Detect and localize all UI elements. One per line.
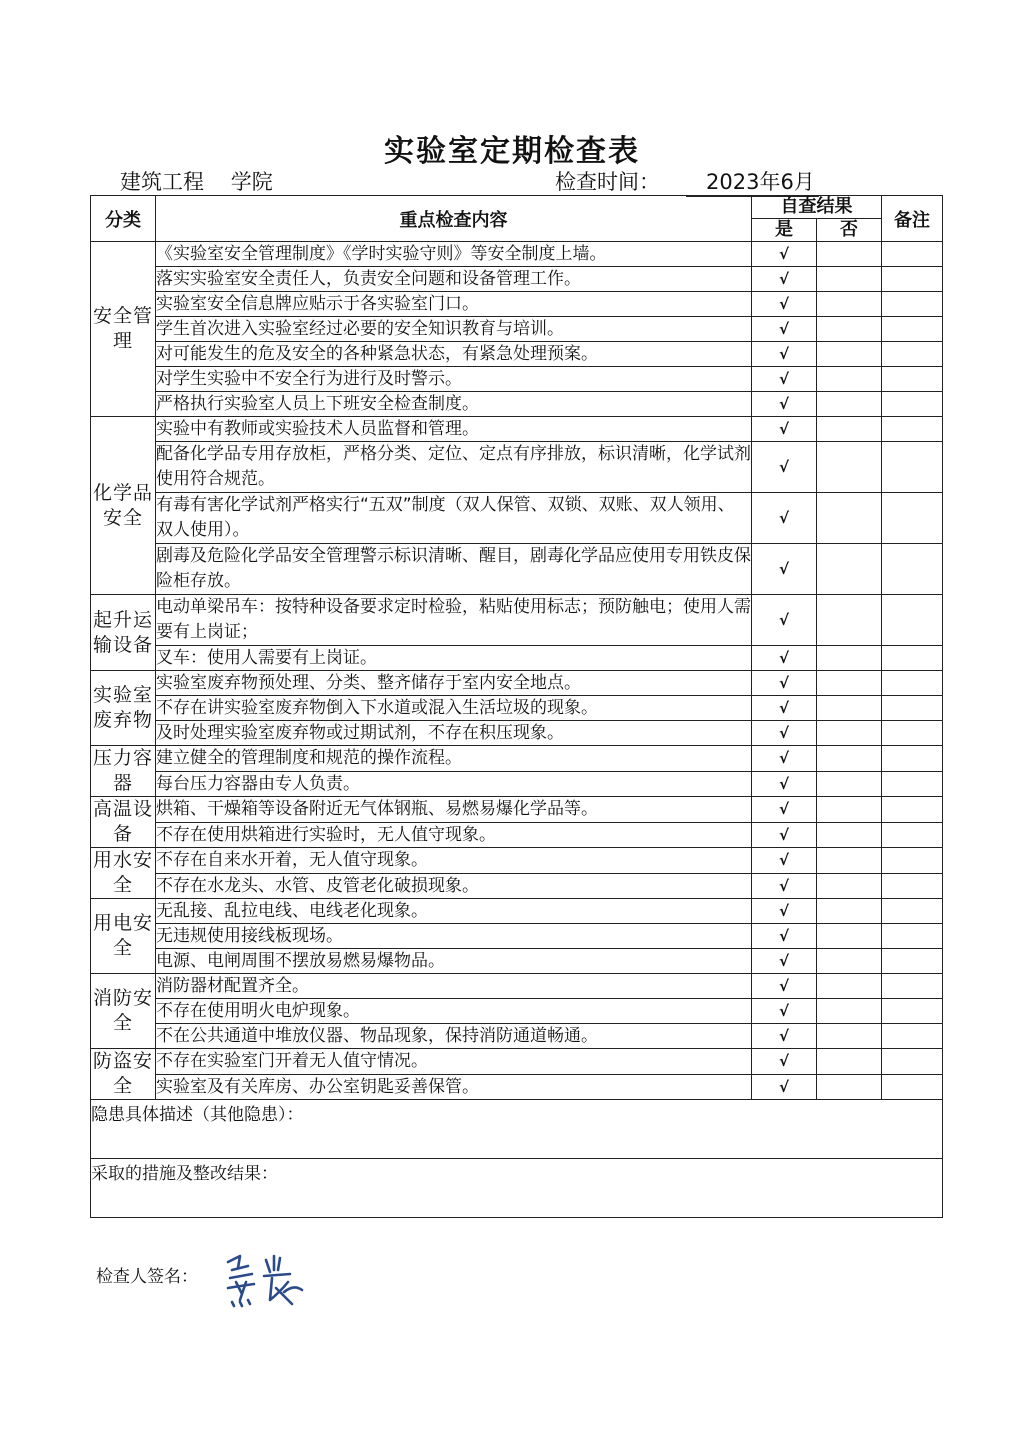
header-content: 重点检查内容 — [156, 196, 752, 242]
table-row — [91, 242, 943, 267]
table-row — [91, 873, 943, 899]
handwritten-signature — [222, 1248, 312, 1312]
note-cell[interactable] — [882, 367, 943, 392]
table-row — [91, 646, 943, 671]
note-cell[interactable] — [882, 797, 943, 823]
no-cell[interactable] — [817, 417, 882, 442]
note-cell[interactable] — [882, 646, 943, 671]
no-cell[interactable] — [817, 317, 882, 342]
check-item: 不存在使用明火电炉现象。 — [156, 999, 752, 1024]
measures-field[interactable] — [91, 1159, 943, 1218]
note-cell[interactable] — [882, 974, 943, 999]
check-mark: √ — [752, 771, 817, 797]
note-cell[interactable] — [882, 899, 943, 924]
check-mark: √ — [752, 848, 817, 874]
check-mark: √ — [752, 242, 817, 267]
check-item: 不存在使用烘箱进行实验时，无人值守现象。 — [156, 822, 752, 848]
check-mark: √ — [752, 696, 817, 721]
check-item: 每台压力容器由专人负责。 — [156, 771, 752, 797]
no-cell[interactable] — [817, 974, 882, 999]
category-cell: 化学品安全 — [91, 417, 156, 595]
no-cell[interactable] — [817, 1024, 882, 1049]
table-row — [91, 899, 943, 924]
check-mark: √ — [752, 974, 817, 999]
header-result: 自查结果 — [752, 196, 882, 219]
table-row — [91, 848, 943, 874]
check-mark: √ — [752, 544, 817, 595]
note-cell[interactable] — [882, 317, 943, 342]
table-row — [91, 367, 943, 392]
check-item: 学生首次进入实验室经过必要的安全知识教育与培训。 — [156, 317, 752, 342]
check-item: 电动单梁吊车：按特种设备要求定时检验，粘贴使用标志；预防触电；使用人需要有上岗证； — [156, 595, 752, 646]
no-cell[interactable] — [817, 848, 882, 874]
category-cell: 用电安全 — [91, 899, 156, 974]
category-cell: 压力容器 — [91, 746, 156, 797]
note-cell[interactable] — [882, 267, 943, 292]
check-mark: √ — [752, 873, 817, 899]
category-cell: 安全管理 — [91, 242, 156, 417]
check-mark: √ — [752, 1024, 817, 1049]
check-mark: √ — [752, 999, 817, 1024]
note-cell[interactable] — [882, 873, 943, 899]
table-row — [91, 267, 943, 292]
check-item: 不在公共通道中堆放仪器、物品现象，保持消防通道畅通。 — [156, 1024, 752, 1049]
note-cell[interactable] — [882, 721, 943, 746]
check-mark: √ — [752, 822, 817, 848]
no-cell[interactable] — [817, 342, 882, 367]
no-cell[interactable] — [817, 999, 882, 1024]
check-item: 实验中有教师或实验技术人员监督和管理。 — [156, 417, 752, 442]
no-cell[interactable] — [817, 292, 882, 317]
check-item: 实验室及有关库房、办公室钥匙妥善保管。 — [156, 1074, 752, 1100]
no-cell[interactable] — [817, 442, 882, 493]
note-cell[interactable] — [882, 442, 943, 493]
header-category: 分类 — [91, 196, 156, 242]
note-cell[interactable] — [882, 949, 943, 974]
note-cell[interactable] — [882, 924, 943, 949]
check-item: 对可能发生的危及安全的各种紧急状态，有紧急处理预案。 — [156, 342, 752, 367]
check-mark: √ — [752, 746, 817, 772]
check-item: 不存在水龙头、水管、皮管老化破损现象。 — [156, 873, 752, 899]
table-row — [91, 797, 943, 823]
check-item: 不存在实验室门开着无人值守情况。 — [156, 1049, 752, 1075]
measures-label: 采取的措施及整改结果： — [91, 1164, 278, 1184]
check-item: 实验室安全信息牌应贴示于各实验室门口。 — [156, 292, 752, 317]
check-item: 建立健全的管理制度和规范的操作流程。 — [156, 746, 752, 772]
header-no: 否 — [817, 219, 882, 242]
check-mark: √ — [752, 367, 817, 392]
no-cell[interactable] — [817, 771, 882, 797]
hazard-label: 隐患具体描述（其他隐患）： — [91, 1105, 304, 1125]
check-mark: √ — [752, 442, 817, 493]
measures-row — [91, 1159, 943, 1218]
check-item: 电源、电闸周围不摆放易燃易爆物品。 — [156, 949, 752, 974]
check-item: 无违规使用接线板现场。 — [156, 924, 752, 949]
check-mark: √ — [752, 493, 817, 544]
note-cell[interactable] — [882, 1024, 943, 1049]
check-mark: √ — [752, 417, 817, 442]
page-title: 实验室定期检查表 — [384, 134, 640, 169]
note-cell[interactable] — [882, 595, 943, 646]
no-cell[interactable] — [817, 873, 882, 899]
no-cell[interactable] — [817, 949, 882, 974]
check-mark: √ — [752, 317, 817, 342]
no-cell[interactable] — [817, 493, 882, 544]
no-cell[interactable] — [817, 1074, 882, 1100]
table-row — [91, 721, 943, 746]
table-row — [91, 949, 943, 974]
check-item: 有毒有害化学试剂严格实行“五双”制度（双人保管、双锁、双账、双人领用、双人使用）。 — [156, 493, 752, 544]
no-cell[interactable] — [817, 721, 882, 746]
check-mark: √ — [752, 671, 817, 696]
note-cell[interactable] — [882, 999, 943, 1024]
table-row — [91, 317, 943, 342]
no-cell[interactable] — [817, 367, 882, 392]
note-cell[interactable] — [882, 822, 943, 848]
check-mark: √ — [752, 646, 817, 671]
note-cell[interactable] — [882, 746, 943, 772]
check-item: 不存在自来水开着，无人值守现象。 — [156, 848, 752, 874]
check-mark: √ — [752, 1074, 817, 1100]
table-row — [91, 493, 943, 544]
check-item: 不存在讲实验室废弃物倒入下水道或混入生活垃圾的现象。 — [156, 696, 752, 721]
check-item: 烘箱、干燥箱等设备附近无气体钢瓶、易燃易爆化学品等。 — [156, 797, 752, 823]
note-cell[interactable] — [882, 696, 943, 721]
category-cell: 防盗安全 — [91, 1049, 156, 1100]
check-item: 剧毒及危险化学品安全管理警示标识清晰、醒目，剧毒化学品应使用专用铁皮保险柜存放。 — [156, 544, 752, 595]
header-note: 备注 — [882, 196, 943, 242]
college-name: 建筑工程 学院 — [120, 170, 273, 194]
category-cell: 用水安全 — [91, 848, 156, 899]
table-row — [91, 1049, 943, 1075]
checklist-table — [90, 195, 943, 1218]
table-row — [91, 999, 943, 1024]
check-mark: √ — [752, 267, 817, 292]
check-time-value: 2023年6月 — [686, 166, 819, 197]
hazard-row — [91, 1100, 943, 1159]
no-cell[interactable] — [817, 746, 882, 772]
note-cell[interactable] — [882, 771, 943, 797]
check-mark: √ — [752, 797, 817, 823]
no-cell[interactable] — [817, 646, 882, 671]
check-mark: √ — [752, 342, 817, 367]
table-row — [91, 392, 943, 417]
table-row — [91, 417, 943, 442]
no-cell[interactable] — [817, 822, 882, 848]
table-row — [91, 771, 943, 797]
check-time-label: 检查时间： — [555, 170, 660, 194]
check-mark: √ — [752, 949, 817, 974]
category-cell: 消防安全 — [91, 974, 156, 1049]
check-item: 消防器材配置齐全。 — [156, 974, 752, 999]
check-mark: √ — [752, 292, 817, 317]
no-cell[interactable] — [817, 899, 882, 924]
table-row — [91, 442, 943, 493]
no-cell[interactable] — [817, 671, 882, 696]
table-row — [91, 1074, 943, 1100]
inspector-label: 检查人签名： — [96, 1267, 198, 1287]
table-row — [91, 595, 943, 646]
no-cell[interactable] — [817, 797, 882, 823]
check-item: 对学生实验中不安全行为进行及时警示。 — [156, 367, 752, 392]
header-yes: 是 — [752, 219, 817, 242]
note-cell[interactable] — [882, 342, 943, 367]
table-row — [91, 671, 943, 696]
check-item: 严格执行实验室人员上下班安全检查制度。 — [156, 392, 752, 417]
no-cell[interactable] — [817, 392, 882, 417]
table-row — [91, 924, 943, 949]
check-item: 实验室废弃物预处理、分类、整齐储存于室内安全地点。 — [156, 671, 752, 696]
no-cell[interactable] — [817, 544, 882, 595]
hazard-description-field[interactable] — [91, 1100, 943, 1159]
check-item: 及时处理实验室废弃物或过期试剂，不存在积压现象。 — [156, 721, 752, 746]
check-mark: √ — [752, 721, 817, 746]
table-row — [91, 974, 943, 999]
category-cell: 高温设备 — [91, 797, 156, 848]
check-item: 无乱接、乱拉电线、电线老化现象。 — [156, 899, 752, 924]
check-time — [555, 166, 819, 197]
table-row — [91, 292, 943, 317]
note-cell[interactable] — [882, 242, 943, 267]
note-cell[interactable] — [882, 493, 943, 544]
category-cell: 起升运输设备 — [91, 595, 156, 671]
check-item: 落实实验室安全责任人，负责安全问题和设备管理工作。 — [156, 267, 752, 292]
check-mark: √ — [752, 392, 817, 417]
no-cell[interactable] — [817, 924, 882, 949]
no-cell[interactable] — [817, 267, 882, 292]
check-item: 配备化学品专用存放柜，严格分类、定位、定点有序排放，标识清晰，化学试剂使用符合规范。 — [156, 442, 752, 493]
check-mark: √ — [752, 924, 817, 949]
no-cell[interactable] — [817, 1049, 882, 1075]
table-row — [91, 342, 943, 367]
no-cell[interactable] — [817, 242, 882, 267]
note-cell[interactable] — [882, 848, 943, 874]
category-cell: 实验室废弃物 — [91, 671, 156, 746]
note-cell[interactable] — [882, 544, 943, 595]
table-row — [91, 696, 943, 721]
check-mark: √ — [752, 595, 817, 646]
note-cell[interactable] — [882, 1074, 943, 1100]
note-cell[interactable] — [882, 292, 943, 317]
check-item: 叉车：使用人需要有上岗证。 — [156, 646, 752, 671]
note-cell[interactable] — [882, 1049, 943, 1075]
table-row — [91, 746, 943, 772]
no-cell[interactable] — [817, 696, 882, 721]
table-row — [91, 544, 943, 595]
note-cell[interactable] — [882, 417, 943, 442]
check-item: 《实验室安全管理制度》《学时实验守则》等安全制度上墙。 — [156, 242, 752, 267]
check-mark: √ — [752, 1049, 817, 1075]
note-cell[interactable] — [882, 392, 943, 417]
no-cell[interactable] — [817, 595, 882, 646]
check-mark: √ — [752, 899, 817, 924]
table-row — [91, 1024, 943, 1049]
table-row — [91, 822, 943, 848]
note-cell[interactable] — [882, 671, 943, 696]
